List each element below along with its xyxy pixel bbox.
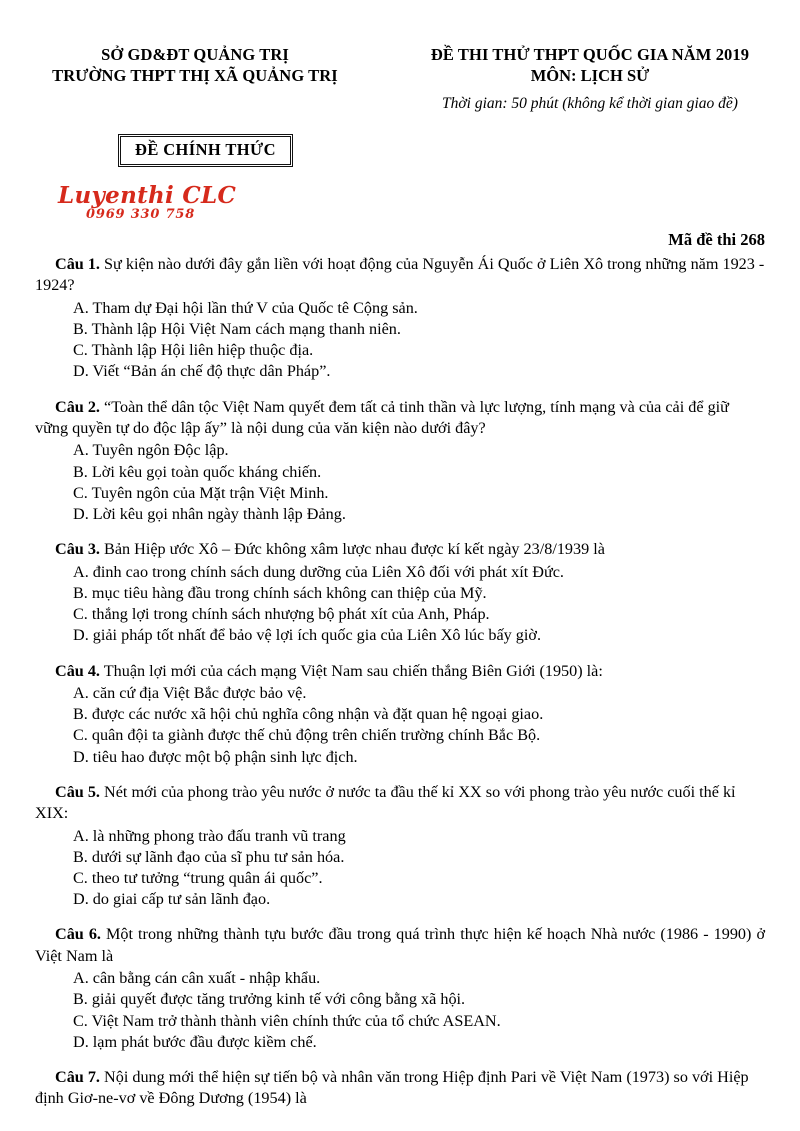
question-stem bbox=[35, 924, 765, 967]
official-stamp-box: ĐỀ CHÍNH THỨC bbox=[120, 136, 291, 165]
question-number: Câu 1. bbox=[55, 255, 100, 274]
answer-option[interactable]: C. Tuyên ngôn của Mặt trận Việt Minh. bbox=[73, 483, 329, 502]
question-item bbox=[35, 397, 765, 526]
option-list bbox=[35, 440, 765, 525]
question-text: Nét mới của phong trào yêu nước ở nước ta đầu thế kỉ XX so với phong trào yêu nước cuối thế kỉ XIX: bbox=[35, 782, 736, 823]
exam-code: Mã đề thi 268 bbox=[668, 230, 765, 250]
option-list bbox=[35, 298, 765, 383]
question-stem bbox=[35, 254, 765, 297]
question-number: Câu 2. bbox=[55, 397, 100, 416]
question-item bbox=[35, 782, 765, 911]
question-number: Câu 5. bbox=[55, 782, 100, 801]
answer-option[interactable]: B. được các nước xã hội chủ nghĩa công nhận và đặt quan hệ ngoại giao. bbox=[73, 705, 544, 724]
exam-title: ĐỀ THI THỬ THPT QUỐC GIA NĂM 2019 bbox=[430, 45, 750, 64]
school-name: TRƯỜNG THPT THỊ XÃ QUẢNG TRỊ bbox=[52, 66, 338, 86]
question-text: Bản Hiệp ước Xô – Đức không xâm lược nhau được kí kết ngày 23/8/1939 là bbox=[99, 540, 605, 559]
answer-option[interactable]: D. Viết “Bản án chế độ thực dân Pháp”. bbox=[73, 362, 331, 381]
answer-option[interactable]: C. Việt Nam trở thành thành viên chính thức của tổ chức ASEAN. bbox=[73, 1011, 501, 1030]
question-number: Câu 3. bbox=[55, 540, 100, 559]
answer-option[interactable]: C. Thành lập Hội liên hiệp thuộc địa. bbox=[73, 341, 314, 360]
question-text: Nội dung mới thể hiện sự tiến bộ và nhân văn trong Hiệp định Pari về Việt Nam (1973) so với Hiệp định Giơ-ne-vơ về Đông Dương (1954) là bbox=[35, 1068, 749, 1108]
luyenthi-logo bbox=[0, 184, 800, 221]
answer-option[interactable]: B. giải quyết được tăng trưởng kinh tế với công bằng xã hội. bbox=[73, 990, 466, 1009]
question-stem bbox=[35, 1067, 765, 1110]
answer-option[interactable]: C. thắng lợi trong chính sách nhượng bộ phát xít của Anh, Pháp. bbox=[73, 605, 490, 624]
question-text: Một trong những thành tựu bước đầu trong quá trình thực hiện kế hoạch Nhà nước (1986 - 1990) ở Việt Nam là bbox=[35, 925, 766, 965]
question-item bbox=[35, 254, 765, 383]
question-item bbox=[35, 1067, 765, 1110]
answer-option[interactable]: D. do giai cấp tư sản lãnh đạo. bbox=[73, 890, 271, 909]
document-header bbox=[0, 0, 800, 114]
question-item bbox=[35, 539, 765, 646]
answer-option[interactable]: D. tiêu hao được một bộ phận sinh lực địch. bbox=[73, 747, 358, 766]
answer-option[interactable]: D. giải pháp tốt nhất để bảo vệ lợi ích quốc gia của Liên Xô lúc bấy giờ. bbox=[73, 626, 541, 645]
answer-option[interactable]: D. Lời kêu gọi nhân ngày thành lập Đảng. bbox=[73, 505, 346, 524]
question-number: Câu 4. bbox=[55, 661, 100, 680]
question-text: Thuận lợi mới của cách mạng Việt Nam sau chiến thắng Biên Giới (1950) là: bbox=[99, 661, 603, 680]
answer-option[interactable]: B. Lời kêu gọi toàn quốc kháng chiến. bbox=[73, 462, 322, 481]
question-item bbox=[35, 924, 765, 1053]
option-list bbox=[35, 968, 765, 1053]
question-item bbox=[35, 661, 765, 768]
question-stem bbox=[35, 397, 765, 440]
answer-option[interactable]: A. cân bằng cán cân xuất - nhập khẩu. bbox=[73, 969, 321, 988]
question-stem bbox=[35, 782, 765, 825]
option-list bbox=[35, 826, 765, 911]
answer-option[interactable]: B. mục tiêu hàng đầu trong chính sách không can thiệp của Mỹ. bbox=[73, 583, 487, 602]
school-department: SỞ GD&ĐT QUẢNG TRỊ bbox=[101, 45, 289, 64]
answer-option[interactable]: B. dưới sự lãnh đạo của sĩ phu tư sản hóa. bbox=[73, 847, 345, 866]
question-stem bbox=[35, 661, 765, 682]
option-list bbox=[35, 562, 765, 647]
answer-option[interactable]: B. Thành lập Hội Việt Nam cách mạng thanh niên. bbox=[73, 319, 401, 338]
answer-option[interactable]: C. quân đội ta giành được thế chủ động trên chiến trường chính Bắc Bộ. bbox=[73, 726, 541, 745]
logo-phone-text: 0969 330 758 bbox=[86, 207, 196, 223]
official-stamp-wrap bbox=[0, 136, 800, 165]
answer-option[interactable]: A. căn cứ địa Việt Bắc được bảo vệ. bbox=[73, 683, 307, 702]
header-right-block bbox=[390, 44, 790, 114]
logo-name-text: Luyenthi CLC bbox=[58, 182, 237, 210]
exam-duration: Thời gian: 50 phút (không kể thời gian giao đề) bbox=[442, 94, 738, 112]
answer-option[interactable]: D. lạm phát bước đầu được kiềm chế. bbox=[73, 1032, 317, 1051]
question-text: Sự kiện nào dưới đây gắn liền với hoạt động của Nguyễn Ái Quốc ở Liên Xô trong những năm 1923 - 1924? bbox=[35, 255, 765, 295]
exam-subject: MÔN: LỊCH SỬ bbox=[530, 66, 650, 86]
option-list bbox=[35, 683, 765, 768]
header-left-block bbox=[0, 44, 390, 87]
answer-option[interactable]: A. là những phong trào đấu tranh vũ trang bbox=[73, 826, 346, 845]
question-list bbox=[0, 254, 800, 1110]
answer-option[interactable]: A. đinh cao trong chính sách dung dưỡng của Liên Xô đối với phát xít Đức. bbox=[73, 562, 564, 581]
answer-option[interactable]: A. Tham dự Đại hội lần thứ V của Quốc tê Cộng sản. bbox=[73, 298, 418, 317]
answer-option[interactable]: A. Tuyên ngôn Độc lập. bbox=[73, 441, 229, 460]
question-stem bbox=[35, 539, 765, 560]
question-number: Câu 6. bbox=[55, 925, 101, 944]
question-number: Câu 7. bbox=[55, 1068, 100, 1087]
answer-option[interactable]: C. theo tư tưởng “trung quân ái quốc”. bbox=[73, 868, 323, 887]
question-text: “Toàn thể dân tộc Việt Nam quyết đem tất cả tinh thần và lực lượng, tính mạng và của cải để giữ vững quyền tự do độc lập ấy” là nội dung của văn kiện nào dưới đây? bbox=[35, 397, 729, 438]
